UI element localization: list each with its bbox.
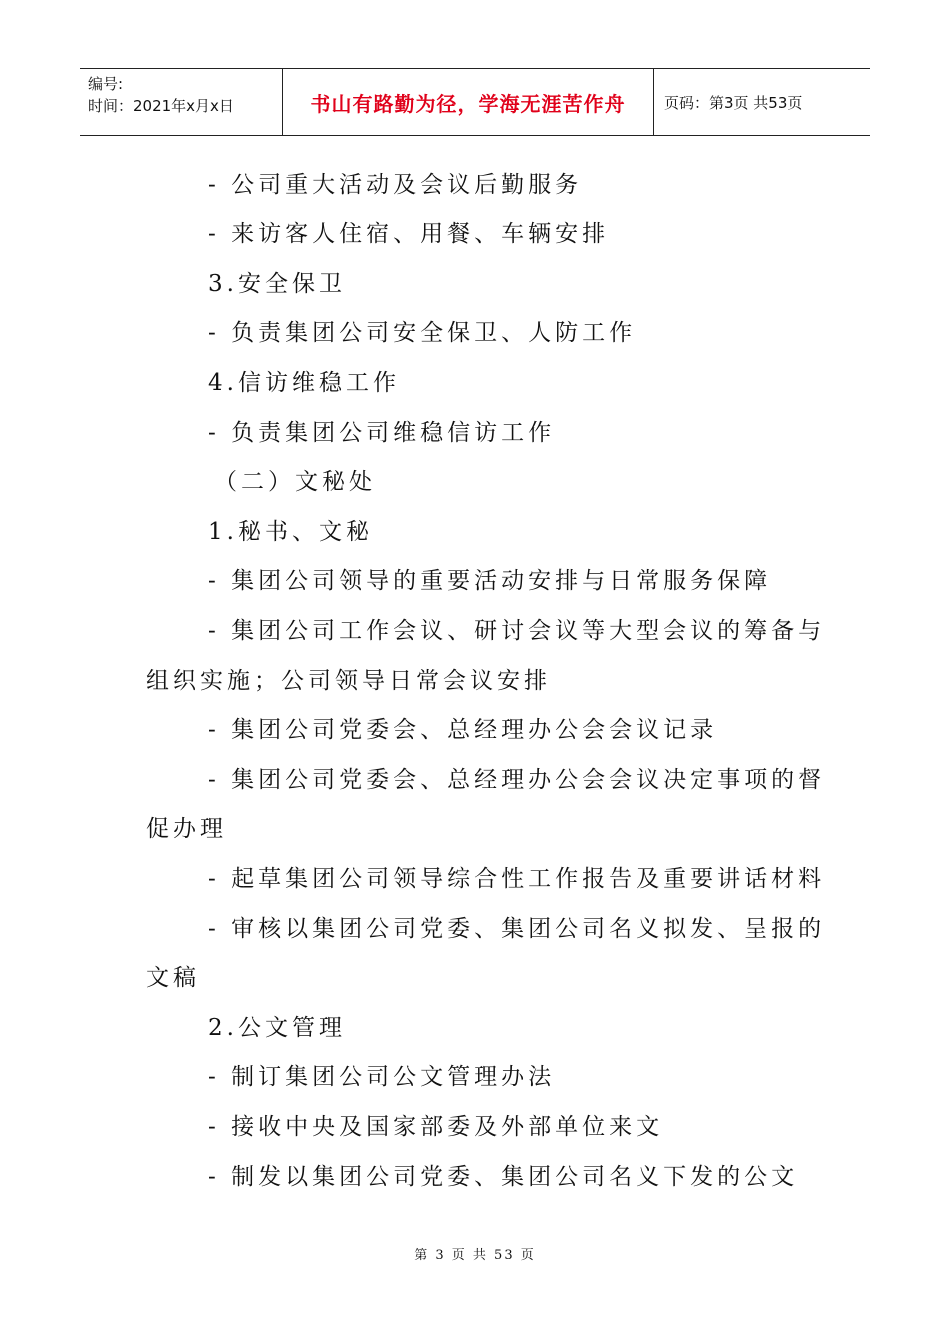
page-header (80, 68, 870, 136)
body-line: - 起草集团公司领导综合性工作报告及重要讲话材料 (208, 866, 826, 892)
body-line: - 集团公司领导的重要活动安排与日常服务保障 (208, 568, 772, 594)
page-footer: 第 3 页 共 53 页 (414, 1248, 536, 1263)
time-label: 时间：2021年x月x日 (88, 97, 234, 115)
body-line-continued: 文稿 (146, 965, 200, 991)
body-line: - 负责集团公司安全保卫、人防工作 (208, 320, 637, 346)
body-line-continued: 组织实施；公司领导日常会议安排 (146, 668, 551, 694)
body-line: - 制发以集团公司党委、集团公司名义下发的公文 (208, 1164, 799, 1190)
header-page-info: 页码：第3页 共53页 (664, 93, 803, 112)
body-line: - 审核以集团公司党委、集团公司名义拟发、呈报的 (208, 916, 826, 942)
body-line: 1.秘书、文秘 (208, 519, 373, 545)
body-line: - 集团公司工作会议、研讨会议等大型会议的筹备与 (208, 618, 826, 644)
body-line: 3.安全保卫 (208, 271, 346, 297)
body-line: - 来访客人住宿、用餐、车辆安排 (208, 221, 610, 247)
serial-label: 编号: (88, 75, 124, 93)
body-line: 2.公文管理 (208, 1015, 346, 1041)
body-line: - 制订集团公司公文管理办法 (208, 1064, 556, 1090)
body-line: - 集团公司党委会、总经理办公会会议记录 (208, 717, 718, 743)
header-meta (80, 69, 282, 135)
body-line: - 负责集团公司维稳信访工作 (208, 420, 556, 446)
body-line-continued: 促办理 (146, 816, 227, 842)
body-line: 4.信访维稳工作 (208, 370, 400, 396)
body-line: - 公司重大活动及会议后勤服务 (208, 172, 583, 198)
header-motto: 书山有路勤为径，学海无涯苦作舟 (282, 69, 654, 135)
section-heading: （二）文秘处 (214, 469, 376, 495)
body-line: - 集团公司党委会、总经理办公会会议决定事项的督 (208, 767, 826, 793)
body-line: - 接收中央及国家部委及外部单位来文 (208, 1114, 664, 1140)
